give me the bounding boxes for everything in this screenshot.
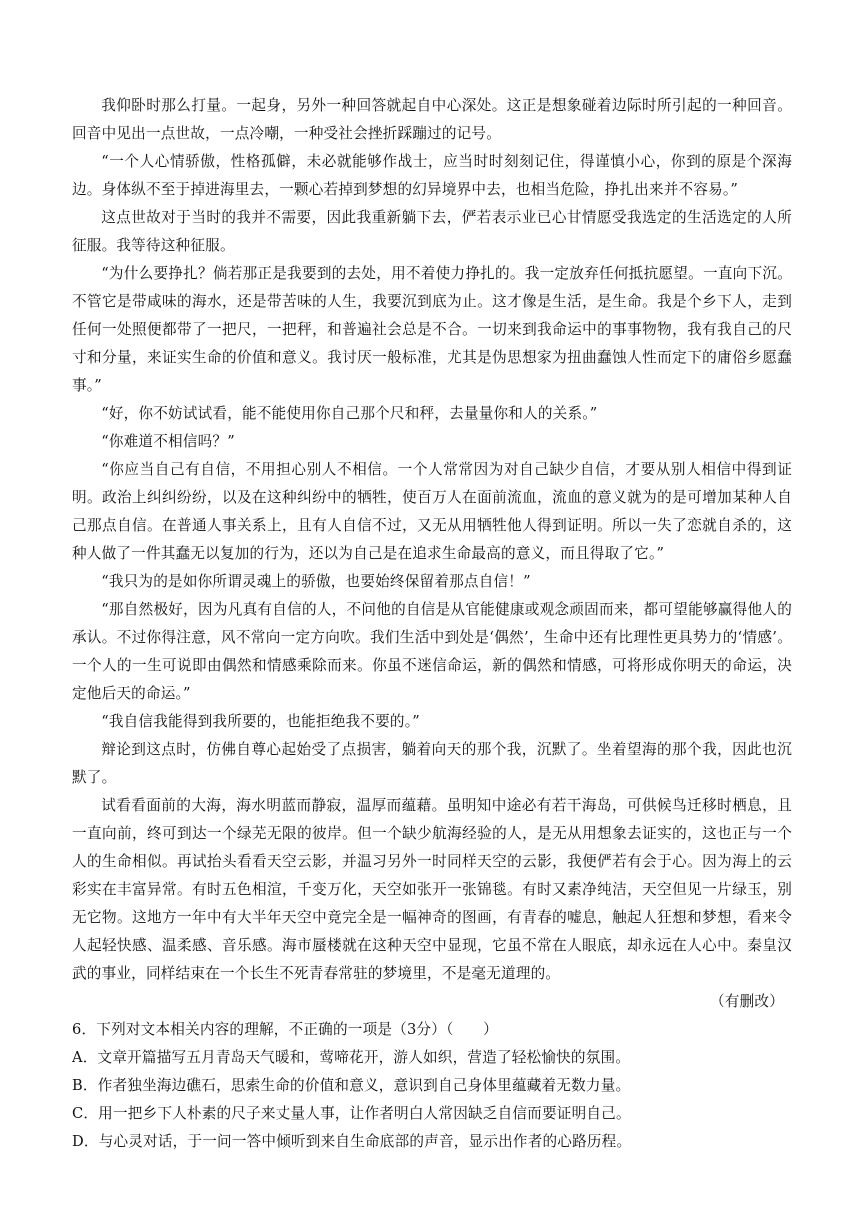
document-page <box>72 92 792 1156</box>
paragraph-6: “你难道不相信吗？” <box>101 433 235 450</box>
paragraph-7: “你应当自己有自信，不用担心别人不相信。一个人常常因为对自己缺少自信，才要从别人相信中得到证明。政治上纠纠纷纷，以及在这种纠纷中的牺牲，使百万人在面前流血，流血的意义就为的是可增加某种人自己那点自信。在普通人事关系上，且有人自信不过，又无从用牺牲他人得到证明。所以一失了恋就自杀的，这种人做了一件其蠢无以复加的行为，还以为自己是在追求生命最高的意义，而且得取了它。” <box>72 461 792 562</box>
paragraph-2: “一个人心情骄傲，性格孤僻，未必就能够作战士，应当时时刻刻记住，得谨慎小心，你到的原是个深海边。身体纵不至于掉进海里去，一颗心若掉到梦想的幻异境界中去，也相当危险，挣扎出来并不容易。” <box>72 153 792 198</box>
option-c: C．用一把乡下人朴素的尺子来丈量人事，让作者明白人常因缺乏自信而要证明自己。 <box>72 1105 631 1122</box>
paragraph-12: 试看看面前的大海，海水明蓝而静寂，温厚而蕴藉。虽明知中途必有若干海岛，可供候鸟迁移时栖息，且一直向前，终可到达一个绿芜无限的彼岸。但一个缺少航海经验的人，是无从用想象去证实的，这也正与一个人的生命相似。再试抬头看看天空云影，并温习另外一时同样天空的云影，我便俨若有会于心。因为海上的云彩实在丰富异常。有时五色相渲，千变万化，天空如张开一张锦毯。有时又素净纯洁，天空但见一片绿玉，别无它物。这地方一年中有大半年天空中竟完全是一幅神奇的图画，有青春的嘘息，触起人狂想和梦想，看来令人起轻快感、温柔感、音乐感。海市蜃楼就在这种天空中显现，它虽不常在人眼底，却永远在人心中。秦皇汉武的事业，同样结束在一个长生不死青春常驻的梦境里，不是毫无道理的。 <box>72 797 792 982</box>
paragraph-1: 我仰卧时那么打量。一起身，另外一种回答就起自中心深处。这正是想象碰着边际时所引起的一种回音。回音中见出一点世故，一点冷嘲，一种受社会挫折踩蹦过的记号。 <box>72 97 792 142</box>
paragraph-10: “我自信我能得到我所要的，也能拒绝我不要的。” <box>101 713 420 730</box>
option-d: D．与心灵对话，于一问一答中倾听到来自生命底部的声音，显示出作者的心路历程。 <box>72 1133 632 1150</box>
paragraph-9: “那自然极好，因为凡真有自信的人，不问他的自信是从官能健康或观念顽固而来，都可望能够赢得他人的承认。不过你得注意，风不常向一定方向吹。我们生活中到处是‘偶然’，生命中还有比理性更具势力的‘情感’。一个人的一生可说即由偶然和情感乘除而来。你虽不迷信命运，新的偶然和情感，可将形成你明天的命运，决定他后天的命运。” <box>72 601 792 702</box>
paragraph-5: “好，你不妨试试看，能不能使用你自己那个尺和秤，去量量你和人的关系。” <box>101 405 598 422</box>
option-b: B．作者独坐海边礁石，思索生命的价值和意义，意识到自己身体里蕴藏着无数力量。 <box>72 1077 631 1094</box>
paragraph-4: “为什么要挣扎？倘若那正是我要到的去处，用不着使力挣扎的。我一定放弃任何抵抗愿望。一直向下沉。不管它是带咸味的海水，还是带苦味的人生，我要沉到底为止。这才像是生活，是生命。我是个乡下人，走到任何一处照便都带了一把尺，一把秤，和普遍社会总是不合。一切来到我命运中的事事物物，我有我自己的尺寸和分量，来证实生命的价值和意义。我讨厌一般标准，尤其是伪思想家为扭曲蠢蚀人性而定下的庸俗乡愿蠢事。” <box>72 265 792 394</box>
paragraph-3: 这点世故对于当时的我并不需要，因此我重新躺下去，俨若表示业已心甘情愿受我选定的生活选定的人所征服。我等待这种征服。 <box>72 209 792 254</box>
source-note: （有删改） <box>710 993 784 1010</box>
option-a: A．文章开篇描写五月青岛天气暖和，莺啼花开，游人如织，营造了轻松愉快的氛围。 <box>72 1049 631 1066</box>
paragraph-11: 辩论到这点时，仿佛自尊心起始受了点损害，躺着向天的那个我，沉默了。坐着望海的那个我，因此也沉默了。 <box>72 741 792 786</box>
question-stem: 6．下列对文本相关内容的理解，不正确的一项是（3分）（ ） <box>72 1021 498 1038</box>
paragraph-8: “我只为的是如你所谓灵魂上的骄傲，也要始终保留着那点自信！” <box>101 573 531 590</box>
